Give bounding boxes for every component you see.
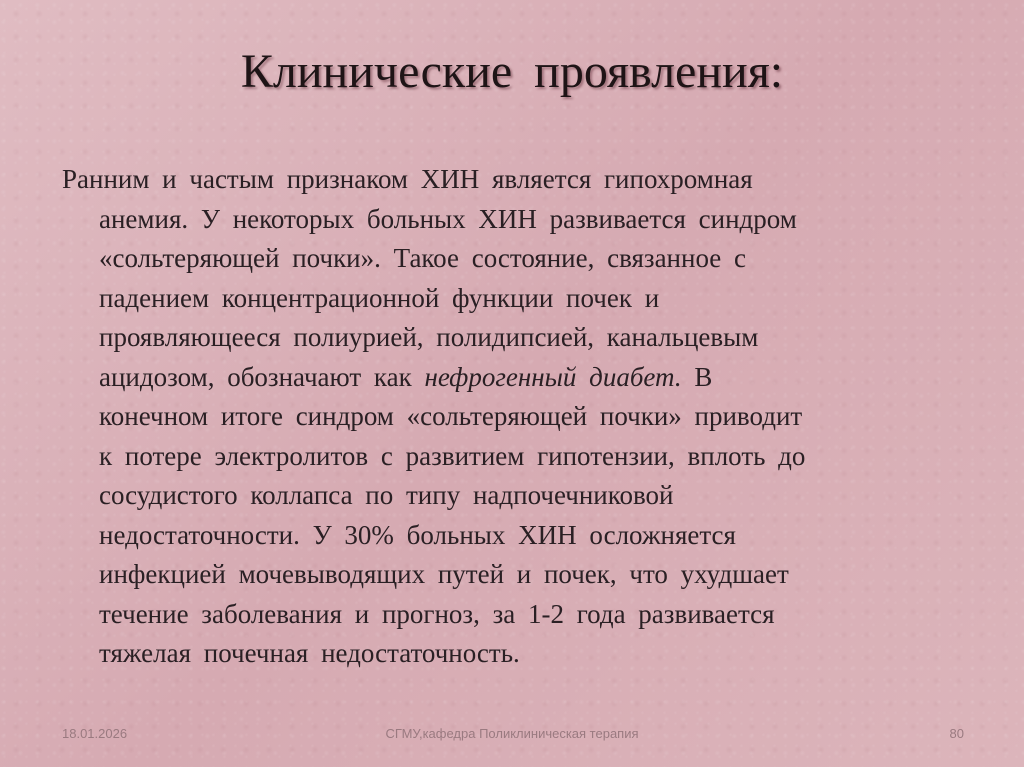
body-line-6-end: В: [681, 361, 713, 392]
italic-term: нефрогенный диабет.: [424, 361, 682, 392]
body-line-6: [62, 358, 982, 398]
body-line-4: падением концентрационной функции почек и: [99, 282, 660, 313]
body-line-10: недостаточности. У 30% больных ХИН осложняется: [99, 519, 736, 550]
body-line-2: анемия. У некоторых больных ХИН развивается синдром: [99, 203, 797, 234]
body-line-8: к потере электролитов с развитием гипотензии, вплоть до: [99, 440, 806, 471]
body-line-12: течение заболевания и прогноз, за 1-2 года развивается: [99, 598, 775, 629]
body-line-5: проявляющееся полиурией, полидипсией, канальцевым: [99, 322, 759, 352]
body-line-9: сосудистого коллапса по типу надпочечниковой: [99, 480, 674, 510]
body-line-7: конечном итоге синдром «сольтеряющей почки» приводит: [99, 401, 803, 431]
footer-date: 18.01.2026: [62, 726, 128, 741]
slide-title: Клинические проявления:: [240, 45, 784, 98]
slide-body: [62, 160, 982, 674]
body-line-3: «сольтеряющей почки». Такое состояние, связанное с: [99, 243, 747, 273]
body-line-1: Ранним и частым признаком ХИН является гипохромная: [62, 164, 753, 194]
footer-department: СГМУ,кафедра Поликлиническая терапия: [385, 726, 639, 741]
body-line-13: тяжелая почечная недостаточность.: [99, 638, 520, 668]
body-line-11: инфекцией мочевыводящих путей и почек, что ухудшает: [99, 559, 789, 589]
page-number: 80: [949, 726, 964, 741]
body-line-6-start: ацидозом, обозначают как: [99, 361, 425, 392]
